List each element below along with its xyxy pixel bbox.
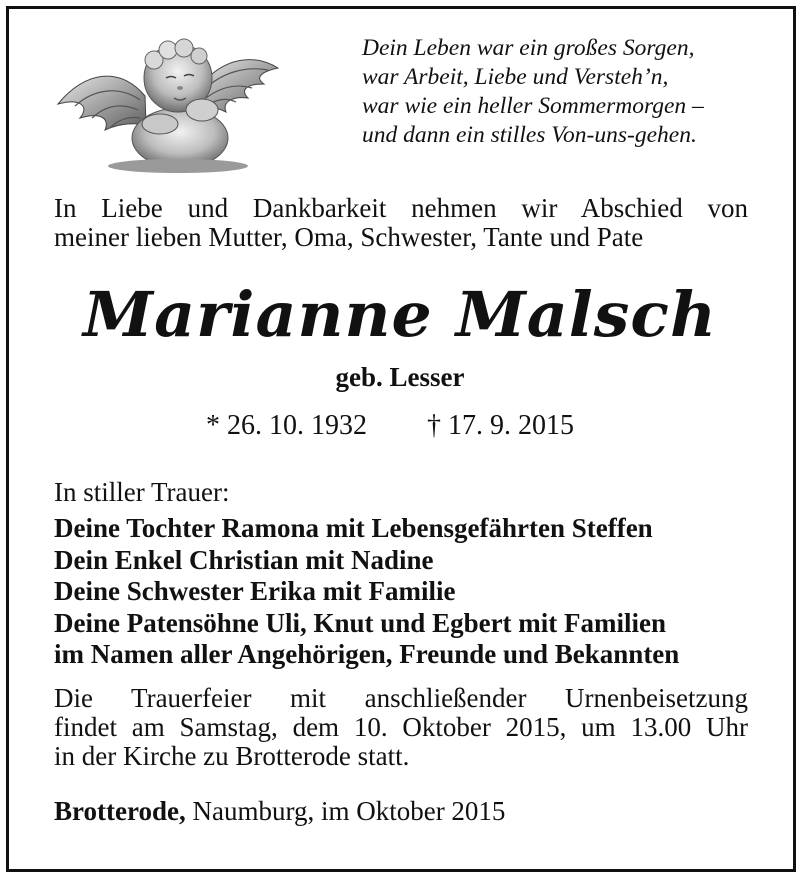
poem-line: und dann ein stilles Von-uns-gehen. bbox=[362, 122, 697, 148]
poem-line: war wie ein heller Sommermorgen – bbox=[362, 93, 704, 119]
service-line: in der Kirche zu Brotterode statt. bbox=[54, 741, 410, 771]
mourners-label: In stiller Trauer: bbox=[54, 477, 230, 507]
intro-line: meiner lieben Mutter, Oma, Schwester, Tante und Pate bbox=[54, 222, 644, 252]
service-line: findet am Samstag, dem 10. Oktober 2015, um 13.00 Uhr bbox=[54, 712, 748, 742]
poem-line: war Arbeit, Liebe und Versteh’n, bbox=[362, 64, 669, 90]
intro-text bbox=[54, 194, 748, 252]
service-info bbox=[54, 684, 748, 771]
life-dates bbox=[206, 410, 574, 442]
mourner-line: im Namen aller Angehörigen, Freunde und Bekannten bbox=[54, 639, 680, 669]
closing-line bbox=[54, 796, 505, 827]
death-date: † 17. 9. 2015 bbox=[427, 410, 574, 441]
intro-line: In Liebe und Dankbarkeit nehmen wir Abschied von bbox=[54, 193, 748, 223]
mourner-line: Deine Tochter Ramona mit Lebensgefährten Steffen bbox=[54, 513, 653, 543]
birth-name: geb. Lesser bbox=[335, 362, 465, 392]
poem-line: Dein Leben war ein großes Sorgen, bbox=[362, 35, 695, 61]
mourner-line: Deine Patensöhne Uli, Knut und Egbert mit Familien bbox=[54, 607, 667, 638]
mourner-line: Dein Enkel Christian mit Nadine bbox=[54, 544, 434, 575]
service-line: Die Trauerfeier mit anschließender Urnenbeisetzung bbox=[54, 683, 748, 713]
angel-image bbox=[50, 26, 290, 174]
deceased-name: Marianne Malsch bbox=[83, 278, 717, 351]
mourner-line: Deine Schwester Erika mit Familie bbox=[54, 576, 456, 606]
closing-rest: Naumburg, im Oktober 2015 bbox=[192, 796, 506, 826]
birth-date: * 26. 10. 1932 bbox=[206, 410, 367, 441]
closing-place: Brotterode, bbox=[54, 796, 186, 826]
poem bbox=[362, 34, 704, 150]
mourners-list bbox=[54, 513, 679, 671]
